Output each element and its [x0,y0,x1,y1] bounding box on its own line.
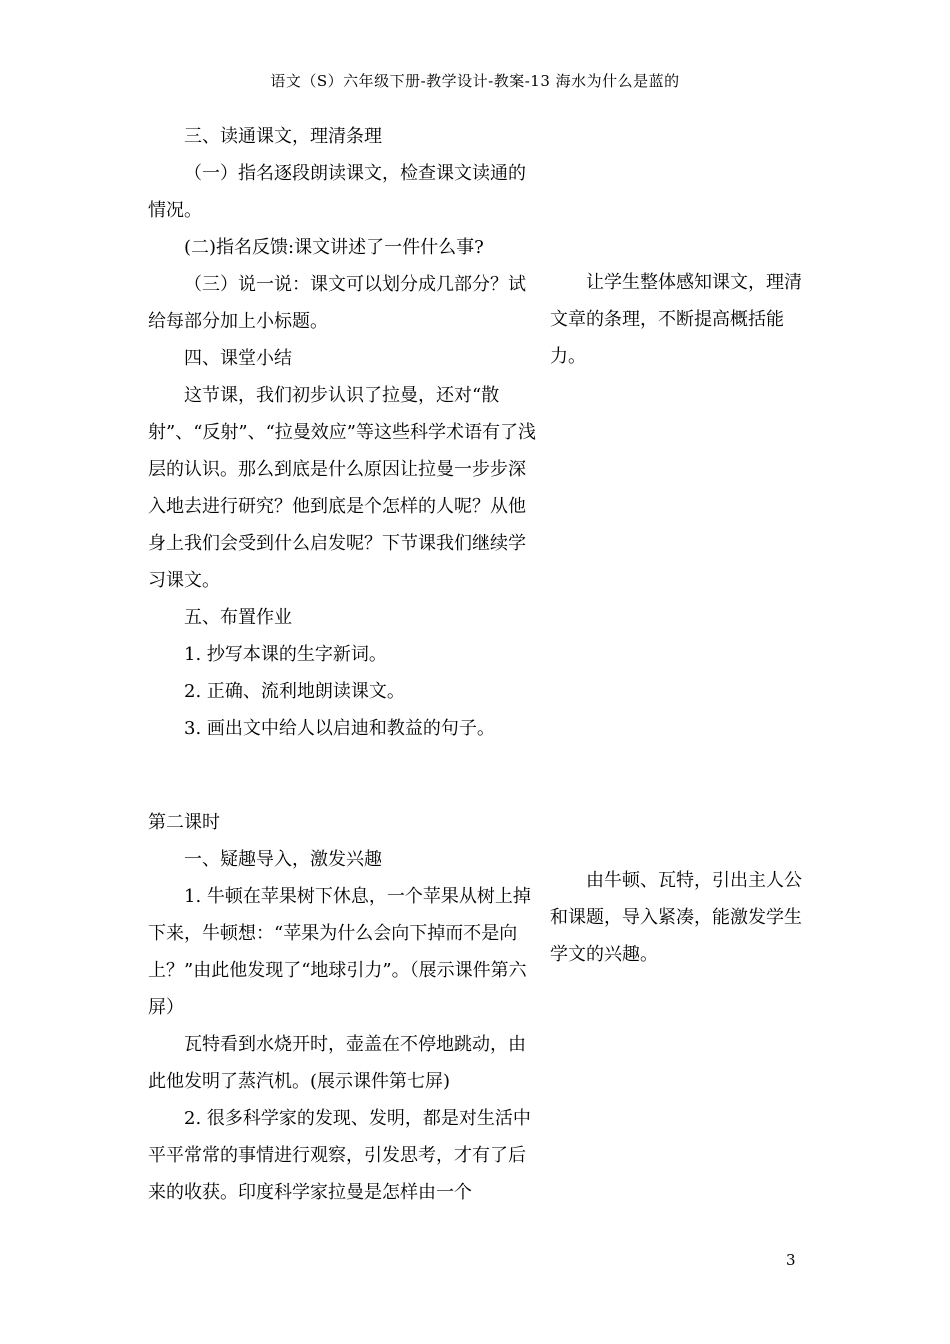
section-heading-1: 一、疑趣导入，激发兴趣 [184,849,382,870]
paragraph: 瓦特看到水烧开时，壶盖在不停地跳动，由此他发明了蒸汽机。(展示课件第七屏) [148,1034,526,1092]
paragraph: （三）说一说：课文可以划分成几部分？试给每部分加上小标题。 [148,274,526,332]
section-heading-4: 四、课堂小结 [184,348,292,369]
design-note [550,862,808,973]
paragraph: (二)指名反馈:课文讲述了一件什么事? [184,237,484,258]
paragraph: 这节课，我们初步认识了拉曼，还对“散射”、“反射”、“拉曼效应”等这些科学术语有了浅层的认识。那么到底是什么原因让拉曼一步步深入地去进行研究？他到底是个怎样的人呢？从他身上我们会受到什么启发呢？下节课我们继续学习课文。 [148,385,537,591]
paragraph: 2. 很多科学家的发现、发明，都是对生活中平平常常的事情进行观察，引发思考，才有了后来的收获。印度科学家拉曼是怎样由一个 [148,1108,531,1203]
section-heading-5: 五、布置作业 [184,607,292,628]
list-item: 1. 抄写本课的生字新词。 [184,644,387,665]
page-header: 语文（S）六年级下册-教学设计-教案-13 海水为什么是蓝的 [270,72,680,90]
paragraph: （一）指名逐段朗读课文，检查课文读通的情况。 [148,163,526,221]
design-note [550,264,808,375]
main-text-column [148,118,536,1211]
design-note-text: 让学生整体感知课文，理清文章的条理，不断提高概括能力。 [550,272,802,367]
page-number: 3 [786,1251,796,1269]
lesson-title: 第二课时 [148,812,220,833]
blank-line [148,747,536,784]
section-heading-3: 三、读通课文，理清条理 [184,126,382,147]
paragraph: 1. 牛顿在苹果树下休息，一个苹果从树上掉下来，牛顿想：“苹果为什么会向下掉而不是向上？”由此他发现了“地球引力”。（展示课件第六屏） [148,886,531,1018]
list-item: 2. 正确、流利地朗读课文。 [184,681,405,702]
list-item: 3. 画出文中给人以启迪和教益的句子。 [184,718,495,739]
design-note-text: 由牛顿、瓦特，引出主人公和课题，导入紧凑，能激发学生学文的兴趣。 [550,870,802,965]
